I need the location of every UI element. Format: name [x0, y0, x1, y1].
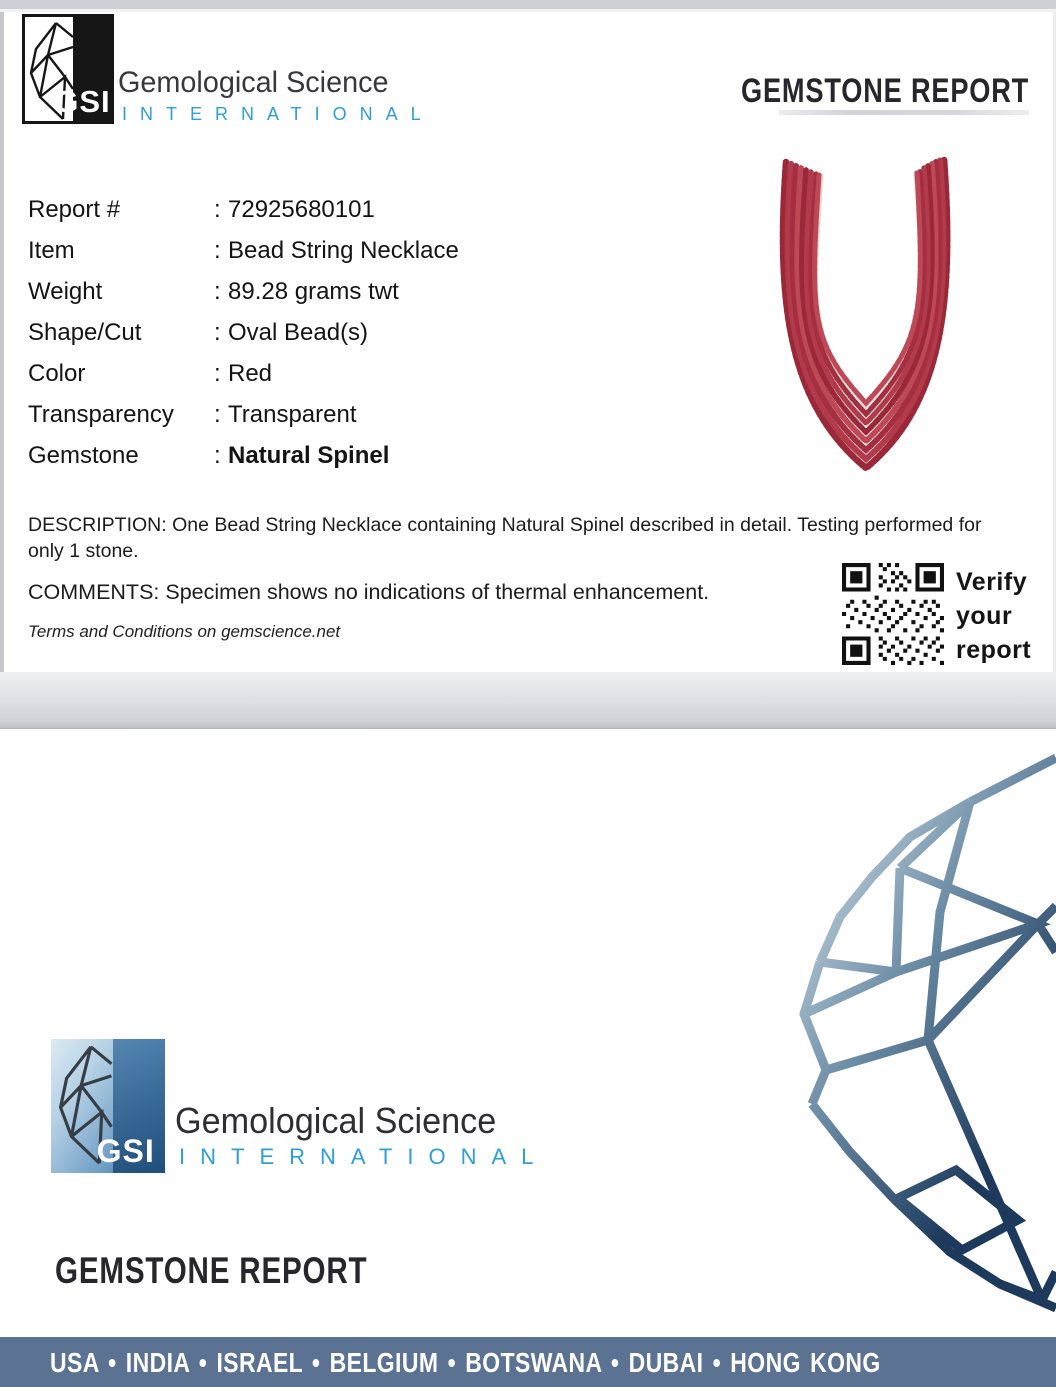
field-label: Report #: [28, 196, 121, 223]
field-label: Weight: [28, 278, 103, 305]
gsi-logo: [22, 14, 114, 124]
necklace-photo: [730, 148, 1010, 483]
field-label: Item: [28, 237, 75, 264]
report-title-underline: [779, 110, 1029, 115]
field-colon: :: [214, 401, 221, 428]
verify-line-3: report: [956, 636, 1032, 664]
qr-code: [842, 563, 944, 665]
field-value: Red: [228, 360, 273, 387]
gsi-logo-blue: [51, 1039, 165, 1173]
field-value: Transparent: [228, 401, 357, 428]
page-divider: [0, 672, 1056, 729]
verify-line-2: your: [956, 602, 1013, 630]
comments-paragraph: [28, 580, 828, 605]
description-paragraph: [28, 512, 986, 564]
footer-locations-bar: [0, 1337, 1056, 1387]
field-colon: :: [214, 442, 221, 469]
diamond-watermark: [790, 752, 1056, 1322]
verify-report-caption: [956, 565, 1031, 667]
footer-locations-text: USA • INDIA • ISRAEL • BELGIUM • BOTSWANA • DUBAI • HONG KONG: [50, 1347, 881, 1378]
field-label: Gemstone: [28, 442, 139, 469]
brand-name: Gemological Science: [118, 66, 389, 99]
report-page-2: [0, 730, 1056, 1387]
page-edge-top: [0, 0, 1056, 9]
report-card-page-1: [4, 12, 1053, 672]
verify-line-1: Verify: [956, 568, 1028, 596]
description-label: DESCRIPTION:: [28, 514, 167, 536]
brand-name: Gemological Science: [175, 1100, 497, 1141]
comments-label: COMMENTS:: [28, 580, 160, 604]
description-text: One Bead String Necklace containing Natural Spinel described in detail. Testing performed for only 1 stone.: [28, 514, 982, 562]
report-title: GEMSTONE REPORT: [55, 1250, 368, 1291]
gsi-logo-text: GSI: [54, 84, 111, 119]
report-title: GEMSTONE REPORT: [740, 72, 1029, 110]
field-label: Shape/Cut: [28, 319, 142, 346]
brand-subname: INTERNATIONAL: [122, 104, 434, 124]
field-value: Bead String Necklace: [228, 237, 459, 264]
field-value: Oval Bead(s): [228, 319, 369, 346]
field-value: 89.28 grams twt: [228, 278, 399, 305]
field-value: 72925680101: [228, 196, 375, 223]
terms-note: Terms and Conditions on gemscience.net: [28, 622, 341, 641]
gsi-logo-text: GSI: [96, 1133, 155, 1169]
brand-subname: INTERNATIONAL: [179, 1144, 549, 1169]
field-label: Color: [28, 360, 86, 387]
field-colon: :: [214, 278, 221, 305]
field-colon: :: [214, 237, 221, 264]
comments-text: Specimen shows no indications of thermal enhancement.: [165, 580, 710, 604]
field-colon: :: [214, 360, 221, 387]
field-label: Transparency: [28, 401, 174, 428]
field-colon: :: [214, 319, 221, 346]
field-value: Natural Spinel: [228, 442, 390, 469]
field-colon: :: [214, 196, 221, 223]
